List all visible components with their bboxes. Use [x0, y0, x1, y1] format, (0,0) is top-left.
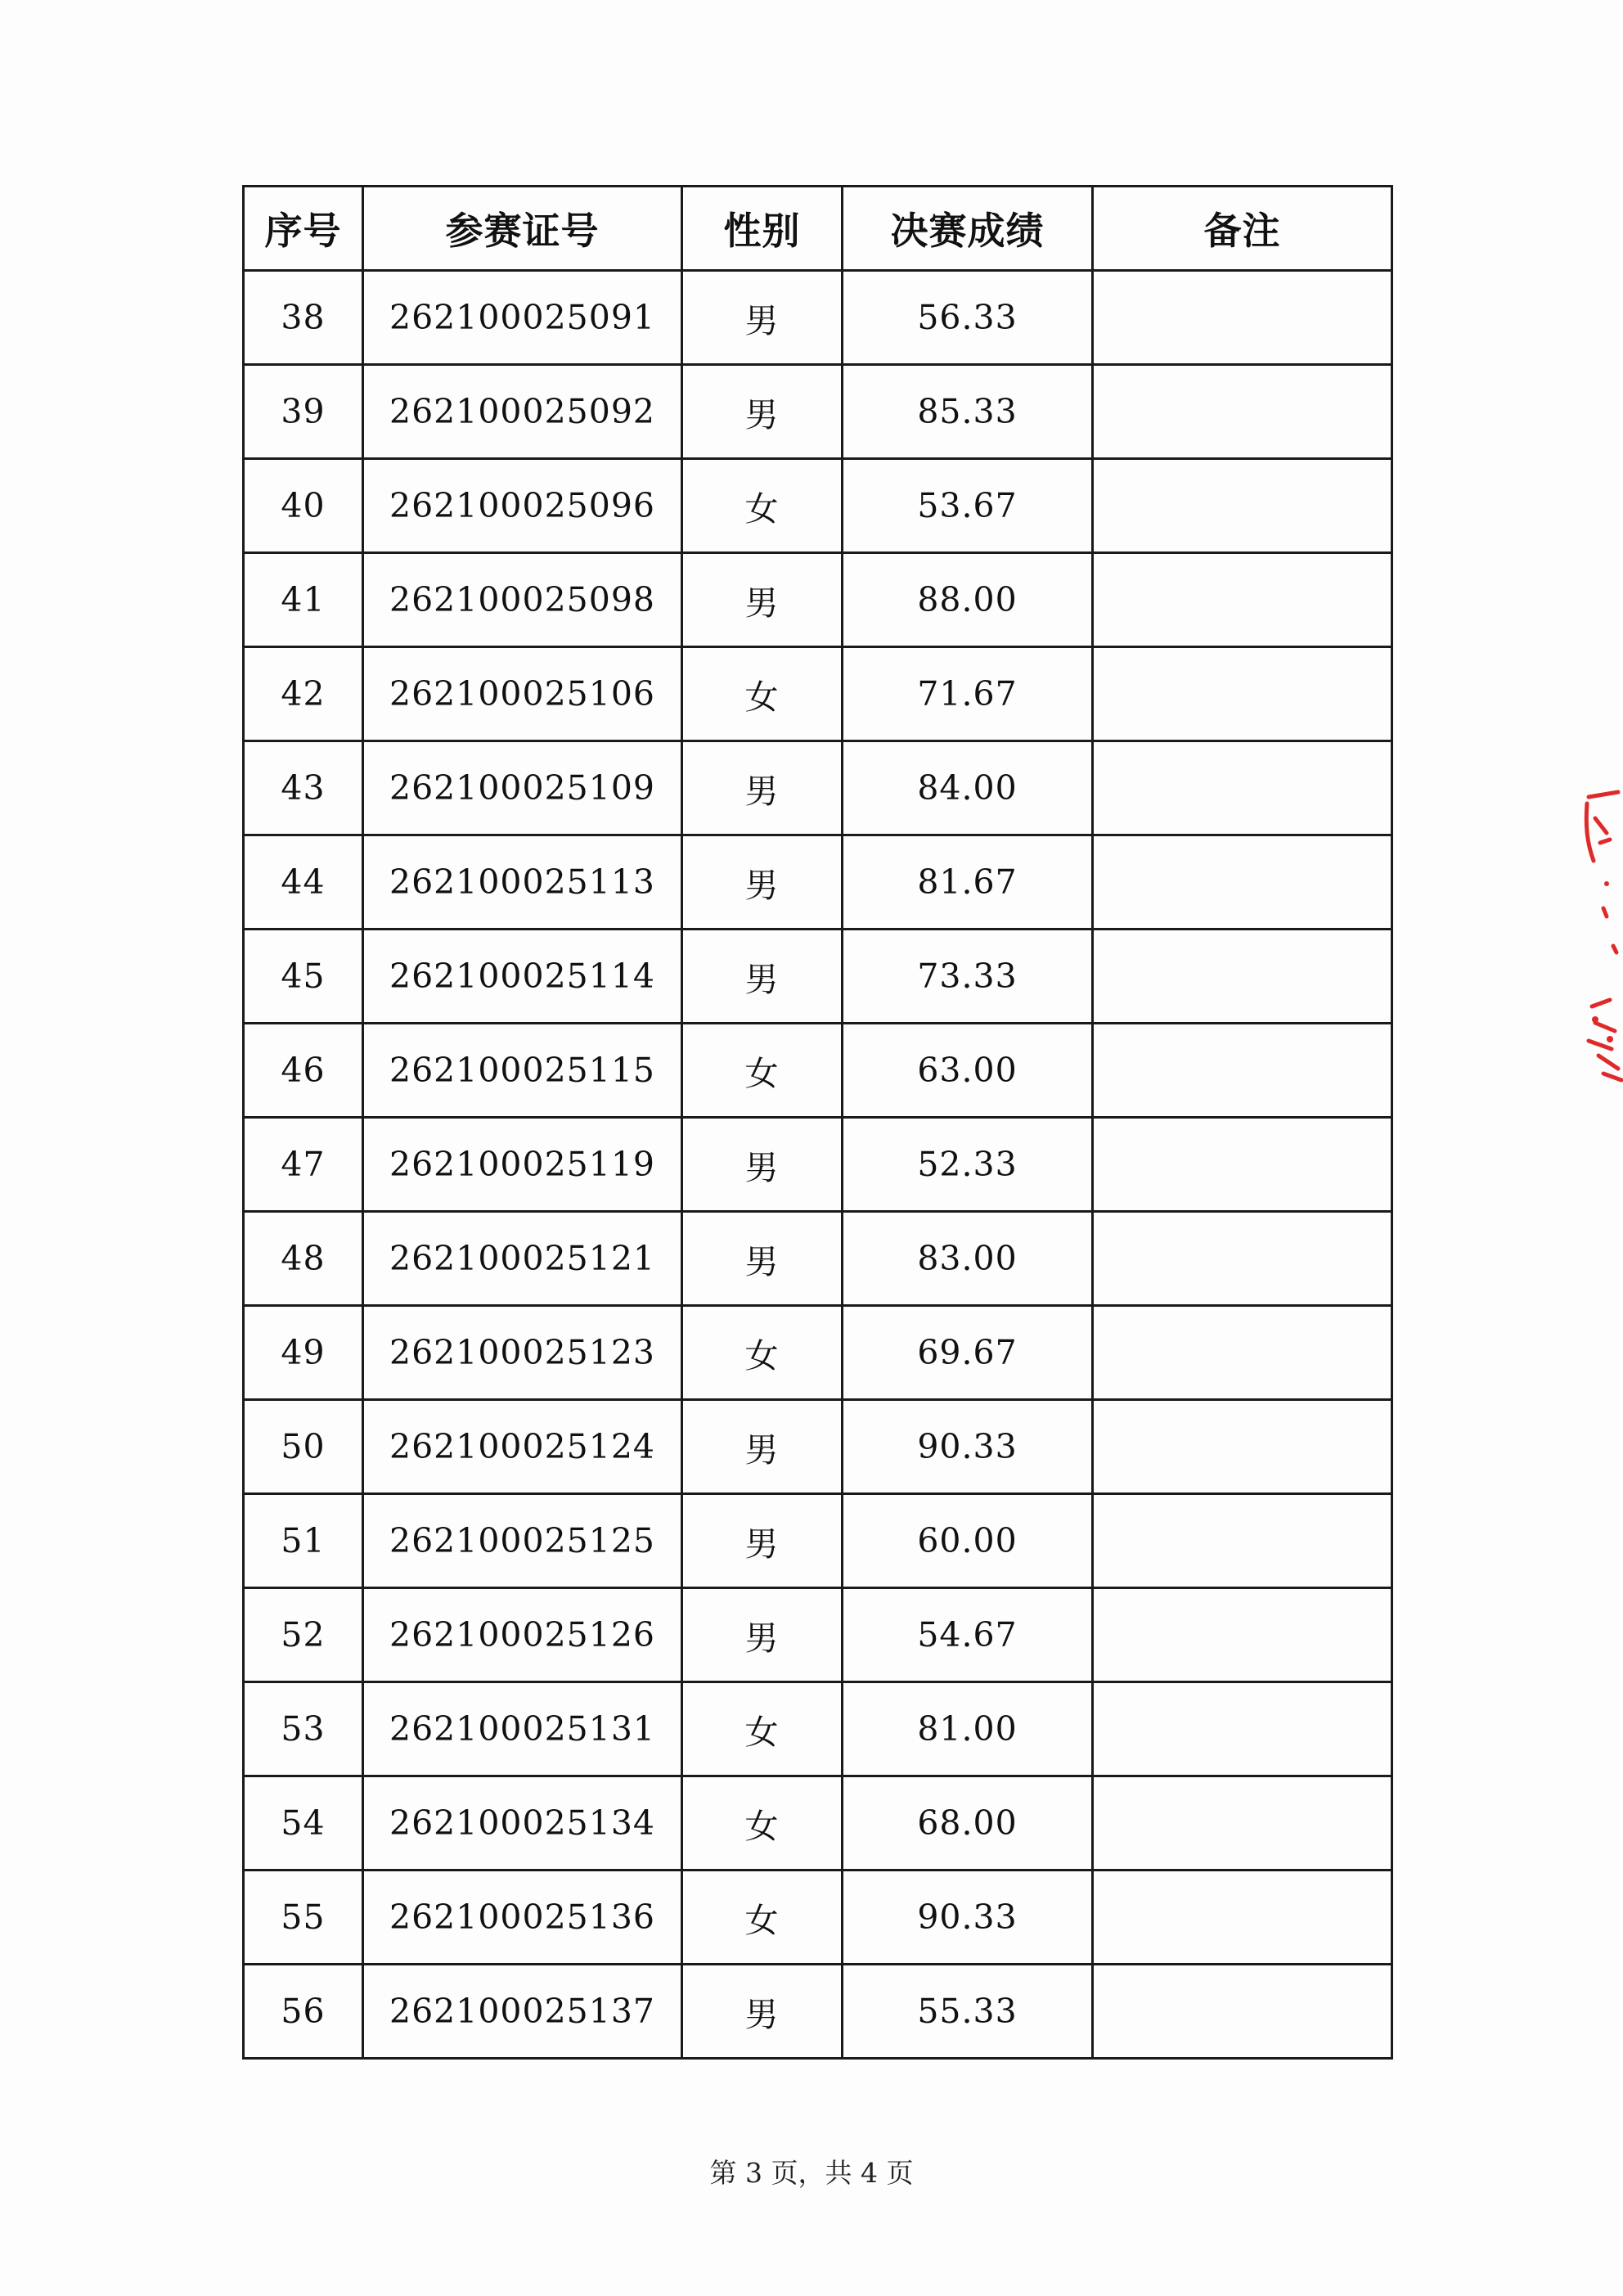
cell-note	[1093, 1588, 1392, 1682]
cell-gender: 男	[682, 553, 843, 647]
cell-gender: 男	[682, 365, 843, 459]
cell-id: 262100025131	[363, 1682, 682, 1776]
cell-note	[1093, 835, 1392, 930]
cell-score: 71.67	[843, 647, 1093, 741]
cell-score: 83.00	[843, 1212, 1093, 1306]
table-row	[244, 1871, 1392, 1965]
cell-note	[1093, 1212, 1392, 1306]
table-row	[244, 835, 1392, 930]
cell-score: 73.33	[843, 930, 1093, 1024]
cell-id: 262100025091	[363, 271, 682, 365]
cell-gender: 男	[682, 930, 843, 1024]
cell-seq: 43	[244, 741, 363, 835]
cell-score: 84.00	[843, 741, 1093, 835]
cell-score: 56.33	[843, 271, 1093, 365]
cell-gender: 男	[682, 741, 843, 835]
cell-score: 60.00	[843, 1494, 1093, 1588]
header-note: 备注	[1093, 187, 1392, 271]
table-row	[244, 1400, 1392, 1494]
cell-score: 54.67	[843, 1588, 1093, 1682]
table-row	[244, 271, 1392, 365]
cell-id: 262100025092	[363, 365, 682, 459]
cell-id: 262100025134	[363, 1776, 682, 1871]
cell-note	[1093, 553, 1392, 647]
table-row	[244, 1024, 1392, 1118]
cell-note	[1093, 1118, 1392, 1212]
cell-note	[1093, 1024, 1392, 1118]
cell-score: 52.33	[843, 1118, 1093, 1212]
table-row	[244, 1682, 1392, 1776]
cell-gender: 男	[682, 1118, 843, 1212]
cell-note	[1093, 1965, 1392, 2059]
cell-note	[1093, 1494, 1392, 1588]
cell-note	[1093, 1400, 1392, 1494]
cell-id: 262100025115	[363, 1024, 682, 1118]
header-seq: 序号	[244, 187, 363, 271]
cell-id: 262100025106	[363, 647, 682, 741]
cell-id: 262100025136	[363, 1871, 682, 1965]
cell-gender: 男	[682, 271, 843, 365]
table-row	[244, 930, 1392, 1024]
cell-note	[1093, 365, 1392, 459]
cell-id: 262100025119	[363, 1118, 682, 1212]
cell-seq: 48	[244, 1212, 363, 1306]
cell-id: 262100025113	[363, 835, 682, 930]
red-seal-stamp	[1571, 786, 1623, 1113]
cell-score: 63.00	[843, 1024, 1093, 1118]
cell-seq: 53	[244, 1682, 363, 1776]
table-body	[244, 271, 1392, 2059]
table-row	[244, 553, 1392, 647]
table-row	[244, 647, 1392, 741]
cell-id: 262100025124	[363, 1400, 682, 1494]
cell-seq: 45	[244, 930, 363, 1024]
cell-id: 262100025137	[363, 1965, 682, 2059]
cell-seq: 39	[244, 365, 363, 459]
cell-score: 85.33	[843, 365, 1093, 459]
table-row	[244, 459, 1392, 553]
cell-seq: 50	[244, 1400, 363, 1494]
cell-seq: 55	[244, 1871, 363, 1965]
header-id: 参赛证号	[363, 187, 682, 271]
table-row	[244, 1965, 1392, 2059]
cell-gender: 男	[682, 835, 843, 930]
cell-note	[1093, 1871, 1392, 1965]
cell-note	[1093, 271, 1392, 365]
cell-seq: 52	[244, 1588, 363, 1682]
cell-seq: 46	[244, 1024, 363, 1118]
cell-gender: 男	[682, 1494, 843, 1588]
cell-id: 262100025114	[363, 930, 682, 1024]
cell-note	[1093, 930, 1392, 1024]
cell-id: 262100025125	[363, 1494, 682, 1588]
table-row	[244, 1494, 1392, 1588]
cell-score: 81.67	[843, 835, 1093, 930]
cell-id: 262100025096	[363, 459, 682, 553]
cell-gender: 男	[682, 1400, 843, 1494]
header-row	[244, 187, 1392, 271]
cell-gender: 女	[682, 1024, 843, 1118]
cell-gender: 男	[682, 1212, 843, 1306]
cell-note	[1093, 459, 1392, 553]
cell-score: 68.00	[843, 1776, 1093, 1871]
table-row	[244, 1588, 1392, 1682]
cell-gender: 女	[682, 1682, 843, 1776]
page-footer: 第 3 页，共 4 页	[709, 2157, 914, 2189]
cell-note	[1093, 1776, 1392, 1871]
cell-note	[1093, 741, 1392, 835]
cell-seq: 41	[244, 553, 363, 647]
cell-id: 262100025126	[363, 1588, 682, 1682]
table-row	[244, 1212, 1392, 1306]
cell-seq: 47	[244, 1118, 363, 1212]
header-gender: 性别	[682, 187, 843, 271]
table-header	[244, 187, 1392, 271]
cell-id: 262100025121	[363, 1212, 682, 1306]
cell-gender: 女	[682, 1306, 843, 1400]
cell-seq: 49	[244, 1306, 363, 1400]
cell-id: 262100025109	[363, 741, 682, 835]
cell-gender: 女	[682, 1776, 843, 1871]
cell-note	[1093, 1306, 1392, 1400]
table-row	[244, 741, 1392, 835]
cell-score: 88.00	[843, 553, 1093, 647]
cell-score: 53.67	[843, 459, 1093, 553]
cell-id: 262100025098	[363, 553, 682, 647]
cell-seq: 42	[244, 647, 363, 741]
cell-seq: 56	[244, 1965, 363, 2059]
cell-score: 90.33	[843, 1871, 1093, 1965]
cell-seq: 51	[244, 1494, 363, 1588]
cell-score: 69.67	[843, 1306, 1093, 1400]
table-row	[244, 1118, 1392, 1212]
cell-score: 81.00	[843, 1682, 1093, 1776]
cell-score: 55.33	[843, 1965, 1093, 2059]
table-row	[244, 1306, 1392, 1400]
cell-seq: 44	[244, 835, 363, 930]
cell-note	[1093, 647, 1392, 741]
results-table	[242, 185, 1393, 2060]
cell-seq: 54	[244, 1776, 363, 1871]
cell-seq: 38	[244, 271, 363, 365]
cell-gender: 女	[682, 1871, 843, 1965]
cell-id: 262100025123	[363, 1306, 682, 1400]
table-row	[244, 365, 1392, 459]
cell-gender: 男	[682, 1965, 843, 2059]
cell-score: 90.33	[843, 1400, 1093, 1494]
cell-gender: 男	[682, 1588, 843, 1682]
cell-gender: 女	[682, 647, 843, 741]
table-row	[244, 1776, 1392, 1871]
cell-seq: 40	[244, 459, 363, 553]
cell-gender: 女	[682, 459, 843, 553]
cell-note	[1093, 1682, 1392, 1776]
header-score: 决赛成绩	[843, 187, 1093, 271]
